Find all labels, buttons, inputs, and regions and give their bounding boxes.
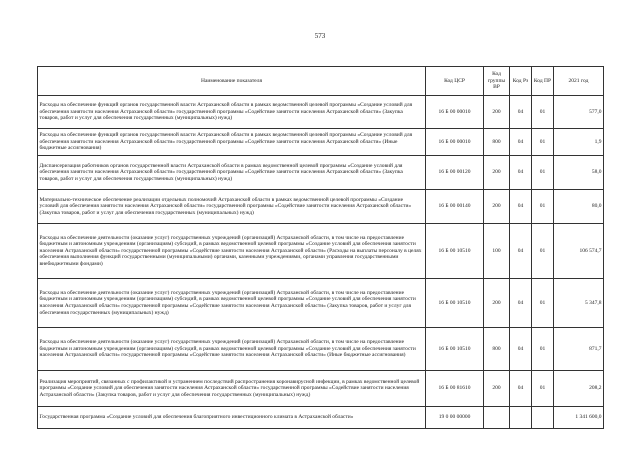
row-vr: 200 <box>484 190 510 224</box>
row-amount: 1 341 600,0 <box>554 407 604 429</box>
table-row <box>38 279 604 328</box>
table-row <box>38 190 604 224</box>
row-csr: 16 Б 00 00010 <box>426 129 484 156</box>
row-pr: 01 <box>532 279 554 328</box>
row-description: Расходы на обеспечение функций органов государственной власти Астраханской области в рамках ведомственной целевой программы «Создание условий для обеспечения занятости населения Астраханской области» государственной программы «Содействие занятости населения Астраханской области» (Иные бюджетные ассигнования) <box>38 129 426 156</box>
row-vr: 100 <box>484 224 510 279</box>
row-rz: 04 <box>510 224 532 279</box>
row-amount: 208,2 <box>554 371 604 407</box>
table-row <box>38 407 604 429</box>
row-pr: 01 <box>532 190 554 224</box>
row-vr: 800 <box>484 129 510 156</box>
row-pr: 01 <box>532 224 554 279</box>
budget-table <box>37 66 604 429</box>
row-vr: 200 <box>484 371 510 407</box>
row-vr: 200 <box>484 156 510 190</box>
row-rz <box>510 407 532 429</box>
row-amount: 80,0 <box>554 190 604 224</box>
row-description: Расходы на обеспечение деятельности (оказание услуг) государственных учреждений (организаций) Астраханской области, в том числе на предоставление бюджетным и автономным учреждениям (организациям) субсидий, в рамках ведомственной целевой программы «Создание условий для обеспечения занятости населения Астраханской области» государственной программы «Содействие занятости населения Астраханской области» (Закупка товаров, работ и услуг для обеспечения государственных (муниципальных) нужд) <box>38 279 426 328</box>
row-vr: 200 <box>484 96 510 129</box>
row-rz: 04 <box>510 190 532 224</box>
header-vr: Код группы ВР <box>484 67 510 96</box>
row-rz: 04 <box>510 328 532 371</box>
row-amount: 106 574,7 <box>554 224 604 279</box>
row-vr: 200 <box>484 279 510 328</box>
row-description: Реализация мероприятий, связанных с профилактикой и устранением последствий распространения коронавирусной инфекции, в рамках ведомственной целевой программы «Создание условий для обеспечения занятости населения Астраханской области» государственной программы «Содействие занятости населения Астраханской области» (Закупка товаров, работ и услуг для обеспечения государственных (муниципальных) нужд) <box>38 371 426 407</box>
row-csr: 16 Б 00 00010 <box>426 96 484 129</box>
row-csr: 16 Б 00 00140 <box>426 190 484 224</box>
row-csr: 19 0 00 00000 <box>426 407 484 429</box>
row-rz: 04 <box>510 371 532 407</box>
table-row <box>38 96 604 129</box>
header-pr: Код ПР <box>532 67 554 96</box>
table-header-row <box>38 67 604 96</box>
row-description: Материально-техническое обеспечение реализации отдельных полномочий Астраханской области в рамках ведомственной целевой программы «Создание условий для обеспечения занятости населения Астраханской области» государственной программы «Содействие занятости населения Астраханской области» (Закупка товаров, работ и услуг для обеспечения государственных (муниципальных) нужд) <box>38 190 426 224</box>
row-amount: 5 347,8 <box>554 279 604 328</box>
row-rz: 04 <box>510 96 532 129</box>
row-csr: 16 Б 00 81610 <box>426 371 484 407</box>
row-description: Расходы на обеспечение функций органов государственной власти Астраханской области в рамках ведомственной целевой программы «Создание условий для обеспечения занятости населения Астраханской области» государственной программы «Содействие занятости населения Астраханской области» (Закупка товаров, работ и услуг для обеспечения государственных (муниципальных) нужд) <box>38 96 426 129</box>
header-name: Наименование показателя <box>38 67 426 96</box>
header-year: 2021 год <box>554 67 604 96</box>
row-pr: 01 <box>532 328 554 371</box>
row-vr <box>484 407 510 429</box>
row-amount: 871,7 <box>554 328 604 371</box>
row-pr: 01 <box>532 371 554 407</box>
row-amount: 577,0 <box>554 96 604 129</box>
table-row <box>38 224 604 279</box>
table-row <box>38 371 604 407</box>
row-amount: 58,0 <box>554 156 604 190</box>
row-amount: 1,9 <box>554 129 604 156</box>
row-pr: 01 <box>532 96 554 129</box>
row-pr: 01 <box>532 129 554 156</box>
row-rz: 04 <box>510 279 532 328</box>
row-description: Расходы на обеспечение деятельности (оказание услуг) государственных учреждений (организаций) Астраханской области, в том числе на предоставление бюджетным и автономным учреждениям (организациям) субсидий, в рамках ведомственной целевой программы «Создание условий для обеспечения занятости населения Астраханской области» государственной программы «Содействие занятости населения Астраханской области» (Расходы на выплаты персоналу в целях обеспечения выполнения функций государственными (муниципальными) органами, казенными учреждениями, органами управления государственными внебюджетными фондами) <box>38 224 426 279</box>
row-rz: 04 <box>510 156 532 190</box>
row-rz: 04 <box>510 129 532 156</box>
row-description: Диспансеризация работников органов государственной власти Астраханской области в рамках ведомственной целевой программы «Создание условий для обеспечения занятости населения Астраханской области» государственной программы «Содействие занятости населения Астраханской области» (Закупка товаров, работ и услуг для обеспечения государственных (муниципальных) нужд) <box>38 156 426 190</box>
table-row <box>38 129 604 156</box>
row-csr: 16 Б 00 10510 <box>426 279 484 328</box>
row-description: Государственная программа «Создание условий для обеспечения благоприятного инвестиционного климата в Астраханской области» <box>38 407 426 429</box>
table-row <box>38 156 604 190</box>
row-vr: 800 <box>484 328 510 371</box>
header-csr: Код ЦСР <box>426 67 484 96</box>
row-pr <box>532 407 554 429</box>
page-number: 573 <box>314 32 326 40</box>
header-rz: Код Рз <box>510 67 532 96</box>
row-pr: 01 <box>532 156 554 190</box>
row-description: Расходы на обеспечение деятельности (оказание услуг) государственных учреждений (организаций) Астраханской области, в том числе на предоставление бюджетным и автономным учреждениям (организациям) субсидий, в рамках ведомственной целевой программы «Создание условий для обеспечения занятости населения Астраханской области» государственной программы «Содействие занятости населения Астраханской области» (Иные бюджетные ассигнования) <box>38 328 426 371</box>
row-csr: 16 Б 00 00120 <box>426 156 484 190</box>
table-row <box>38 328 604 371</box>
row-csr: 16 Б 00 10510 <box>426 224 484 279</box>
row-csr: 16 Б 00 10510 <box>426 328 484 371</box>
